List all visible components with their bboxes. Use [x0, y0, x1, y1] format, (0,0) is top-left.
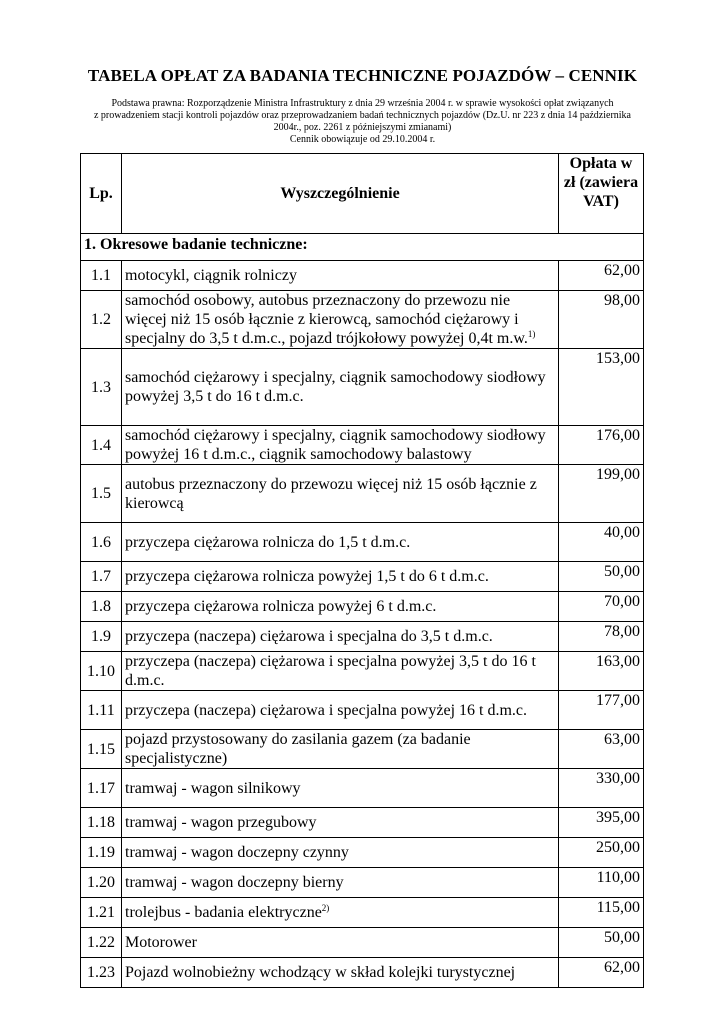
document-title: TABELA OPŁAT ZA BADANIA TECHNICZNE POJAZDÓW – CENNIK — [87, 66, 638, 85]
table-row — [81, 465, 644, 523]
row-description-text: Motorower — [125, 934, 197, 951]
row-fee: 163,00 — [559, 652, 644, 691]
row-fee: 153,00 — [559, 349, 644, 426]
row-number: 1.23 — [81, 958, 122, 988]
row-description-text: przyczepa ciężarowa rolnicza powyżej 1,5 t do 6 t d.m.c. — [125, 568, 489, 585]
table-row — [81, 523, 644, 562]
fee-rows — [81, 261, 644, 988]
row-number: 1.18 — [81, 808, 122, 838]
row-description — [122, 349, 559, 426]
row-description-text: przyczepa ciężarowa rolnicza powyżej 6 t d.m.c. — [125, 598, 437, 615]
row-fee: 177,00 — [559, 691, 644, 730]
row-description — [122, 898, 559, 928]
row-description-text: pojazd przystosowany do zasilania gazem (za badanie specjalistyczne) — [125, 731, 471, 767]
row-fee: 50,00 — [559, 562, 644, 592]
row-description — [122, 928, 559, 958]
row-description-text: samochód ciężarowy i specjalny, ciągnik samochodowy siodłowy powyżej 3,5 t do 16 t d.m.c. — [125, 369, 546, 405]
table-row — [81, 291, 644, 349]
row-number: 1.21 — [81, 898, 122, 928]
row-description — [122, 730, 559, 769]
row-fee: 78,00 — [559, 622, 644, 652]
row-number: 1.10 — [81, 652, 122, 691]
row-description — [122, 868, 559, 898]
row-fee: 395,00 — [559, 808, 644, 838]
table-header-row — [81, 154, 644, 234]
row-description — [122, 838, 559, 868]
row-fee: 115,00 — [559, 898, 644, 928]
legal-basis-line: 2004r., poz. 2261 z późniejszymi zmianami) — [273, 122, 452, 133]
row-description — [122, 622, 559, 652]
legal-basis — [60, 98, 665, 146]
row-number: 1.11 — [81, 691, 122, 730]
row-description — [122, 261, 559, 291]
row-description-text: tramwaj - wagon silnikowy — [125, 779, 301, 797]
table-row — [81, 426, 644, 465]
row-number: 1.4 — [81, 426, 122, 465]
legal-basis-line: Podstawa prawna: Rozporządzenie Ministra Infrastruktury z dnia 29 września 2004 r. w sprawie wysokości opłat związanych — [111, 98, 614, 109]
row-description-text: tramwaj - wagon przegubowy — [125, 814, 317, 831]
row-description-text: przyczepa (naczepa) ciężarowa i specjalna do 3,5 t d.m.c. — [125, 628, 493, 645]
table-row — [81, 898, 644, 928]
table-row — [81, 808, 644, 838]
row-description-text: autobus przeznaczony do przewozu więcej niż 15 osób łącznie z kierowcą — [125, 475, 537, 512]
row-fee: 110,00 — [559, 868, 644, 898]
table-row — [81, 622, 644, 652]
row-fee: 40,00 — [559, 523, 644, 562]
table-row — [81, 652, 644, 691]
table-row — [81, 349, 644, 426]
row-description — [122, 465, 559, 523]
row-number: 1.20 — [81, 868, 122, 898]
row-description — [122, 691, 559, 730]
row-description-text: motocykl, ciągnik rolniczy — [125, 267, 297, 284]
row-number: 1.8 — [81, 592, 122, 622]
table-row — [81, 261, 644, 291]
row-description — [122, 769, 559, 808]
row-description — [122, 523, 559, 562]
row-number: 1.17 — [81, 769, 122, 808]
validity-date: Cennik obowiązuje od 29.10.2004 r. — [289, 134, 436, 145]
row-number: 1.19 — [81, 838, 122, 868]
header-fee: Opłata w zł (zawiera VAT) — [559, 154, 644, 234]
table-row — [81, 838, 644, 868]
row-description — [122, 592, 559, 622]
header-lp: Lp. — [81, 154, 122, 234]
row-description — [122, 562, 559, 592]
footnote-marker: 1) — [527, 329, 536, 339]
row-description — [122, 426, 559, 465]
row-description-text: tramwaj - wagon doczepny czynny — [125, 844, 349, 861]
row-fee: 98,00 — [559, 291, 644, 349]
table-row — [81, 592, 644, 622]
row-number: 1.9 — [81, 622, 122, 652]
row-fee: 330,00 — [559, 769, 644, 808]
row-fee: 63,00 — [559, 730, 644, 769]
row-fee: 62,00 — [559, 261, 644, 291]
row-fee: 62,00 — [559, 958, 644, 988]
row-fee: 50,00 — [559, 928, 644, 958]
row-fee: 199,00 — [559, 465, 644, 523]
row-number: 1.2 — [81, 291, 122, 349]
row-number: 1.15 — [81, 730, 122, 769]
row-description-text: przyczepa ciężarowa rolnicza do 1,5 t d.m.c. — [125, 533, 411, 551]
legal-basis-line: z prowadzeniem stacji kontroli pojazdów oraz przeprowadzaniem badań technicznych pojazdów (Dz.U. nr 223 z dnia 14 października — [93, 110, 631, 121]
row-description-text: samochód osobowy, autobus przeznaczony do przewozu nie więcej niż 15 osób łącznie z kierowcą, samochód ciężarowy i specjalny do 3,5 t d.m.c., pojazd trójkołowy powyżej 0,4t m.w. — [125, 292, 528, 347]
row-description-text: przyczepa (naczepa) ciężarowa i specjalna powyżej 16 t d.m.c. — [125, 701, 527, 719]
row-number: 1.7 — [81, 562, 122, 592]
footnote-marker: 2) — [321, 903, 330, 913]
row-description-text: tramwaj - wagon doczepny bierny — [125, 874, 344, 891]
row-description-text: trolejbus - badania elektryczne — [125, 904, 322, 921]
section-title: 1. Okresowe badanie techniczne: — [81, 234, 644, 261]
table-row — [81, 562, 644, 592]
section-row — [81, 234, 644, 261]
row-number: 1.22 — [81, 928, 122, 958]
row-number: 1.6 — [81, 523, 122, 562]
header-description: Wyszczególnienie — [122, 154, 559, 234]
row-description — [122, 652, 559, 691]
row-fee: 250,00 — [559, 838, 644, 868]
row-description-text: samochód ciężarowy i specjalny, ciągnik samochodowy siodłowy powyżej 16 t d.m.c., ciągnik samochodowy balastowy — [125, 427, 546, 463]
row-description — [122, 291, 559, 349]
row-description — [122, 808, 559, 838]
fee-table — [80, 153, 644, 988]
row-number: 1.1 — [81, 261, 122, 291]
table-row — [81, 769, 644, 808]
row-number: 1.5 — [81, 465, 122, 523]
row-description-text: przyczepa (naczepa) ciężarowa i specjalna powyżej 3,5 t do 16 t d.m.c. — [125, 653, 536, 689]
row-fee: 176,00 — [559, 426, 644, 465]
table-row — [81, 868, 644, 898]
table-row — [81, 691, 644, 730]
row-fee: 70,00 — [559, 592, 644, 622]
table-row — [81, 928, 644, 958]
row-number: 1.3 — [81, 349, 122, 426]
row-description-text: Pojazd wolnobieżny wchodzący w skład kolejki turystycznej — [125, 964, 516, 981]
table-row — [81, 730, 644, 769]
table-row — [81, 958, 644, 988]
row-description — [122, 958, 559, 988]
